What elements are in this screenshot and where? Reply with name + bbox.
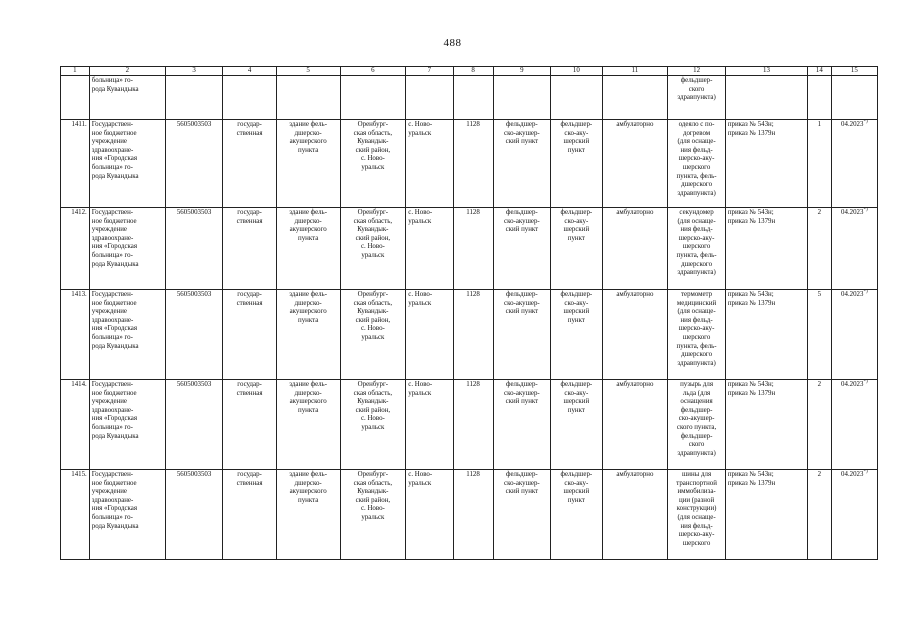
cell-unit: фельдшер- ско-аку- шерский пункт [551, 470, 602, 560]
column-number-row [61, 67, 878, 76]
cell-equipment: одеяло с по- догревом (для оснаще- ния фельд- шерско-аку- шерского пункта, фель- дшерского здравпункта) [668, 120, 726, 208]
cell-care-form: амбулаторно [602, 380, 668, 470]
cell-equipment: пузырь для льда (для оснащения фельдшер- ско-акушер- ского пункта, фельдшер- ского здравпункта) [668, 380, 726, 470]
cell-orders: приказ № 543н; приказ № 1379н [725, 380, 807, 470]
cell-ownership: государ- ственная [223, 380, 276, 470]
cell-care-form: амбулаторно [602, 208, 668, 290]
cell-address: Оренбург- ская область, Кувандык- ский район, с. Ново- уральск [340, 120, 406, 208]
cell-organization: Государствен- ное бюджетное учреждение здравоохране- ния «Городская больница» го- рода Кувандыка [89, 208, 165, 290]
column-header: 7 [406, 67, 453, 76]
column-header: 14 [808, 67, 832, 76]
cell-care-form: амбулаторно [602, 120, 668, 208]
cell-orders: приказ № 543н; приказ № 1379н [725, 290, 807, 380]
cell-unit: фельдшер- ско-аку- шерский пункт [551, 208, 602, 290]
column-header: 3 [165, 67, 223, 76]
cell-inn: 5605003503 [165, 120, 223, 208]
cell-code: 1128 [453, 208, 493, 290]
cell-address: Оренбург- ская область, Кувандык- ский район, с. Ново- уральск [340, 470, 406, 560]
cell-building: здание фель- дшерско- акушерского пункта [276, 470, 340, 560]
cell-equipment: термометр медицинский (для оснаще- ния фельд- шерско-аку- шерского пункта, фель- дшерского здравпункта) [668, 290, 726, 380]
table-row [61, 290, 878, 380]
cell-building: здание фель- дшерско- акушерского пункта [276, 120, 340, 208]
cell-ownership: государ- ственная [223, 208, 276, 290]
cell-address: Оренбург- ская область, Кувандык- ский район, с. Ново- уральск [340, 290, 406, 380]
column-header: 13 [725, 67, 807, 76]
cell-address: Оренбург- ская область, Кувандык- ский район, с. Ново- уральск [340, 380, 406, 470]
table-row [61, 120, 878, 208]
cell-unit: фельдшер- ско-аку- шерский пункт [551, 380, 602, 470]
cell-orders: приказ № 543н; приказ № 1379н [725, 208, 807, 290]
cell-inn: 5605003503 [165, 380, 223, 470]
cell-orders: приказ № 543н; приказ № 1379н [725, 120, 807, 208]
cell-date [831, 208, 877, 290]
cell-row-number: 1411. [61, 120, 90, 208]
cell-date [831, 120, 877, 208]
date-value: 04.2023 [841, 471, 864, 478]
cell-quantity: 1 [808, 120, 832, 208]
cell-locality: с. Ново- уральск [406, 380, 453, 470]
cell-equipment-continued: фельдшер- ского здравпункта) [668, 76, 726, 120]
cell-row-number: 1414. [61, 380, 90, 470]
cell-quantity: 5 [808, 290, 832, 380]
cell-org-continued: больница» го- рода Кувандыка [89, 76, 165, 120]
cell-date [831, 380, 877, 470]
cell-unit: фельдшер- ско-аку- шерский пункт [551, 120, 602, 208]
column-header: 10 [551, 67, 602, 76]
cell-equipment: шины для транспортной иммобилиза- ции (разной конструкции) (для оснаще- ния фельд- шерско-аку- шерского [668, 470, 726, 560]
continued-row [61, 76, 878, 120]
cell-unit-type: фельдшер- ско-акушер- ский пункт [493, 380, 551, 470]
column-header: 8 [453, 67, 493, 76]
cell-organization: Государствен- ное бюджетное учреждение здравоохране- ния «Городская больница» го- рода Кувандыка [89, 380, 165, 470]
cell-quantity: 2 [808, 470, 832, 560]
date-value: 04.2023 [841, 381, 864, 388]
cell-building: здание фель- дшерско- акушерского пункта [276, 290, 340, 380]
cell-date [831, 290, 877, 380]
table-row [61, 380, 878, 470]
cell-locality: с. Ново- уральск [406, 208, 453, 290]
cell-equipment: секундомер (для оснаще- ния фельд- шерско-аку- шерского пункта, фель- дшерского здравпункта) [668, 208, 726, 290]
footnote-mark: *) [863, 119, 868, 125]
cell-row-number: 1415. [61, 470, 90, 560]
footnote-mark: *) [863, 379, 868, 385]
date-value: 04.2023 [841, 121, 864, 128]
cell-code: 1128 [453, 470, 493, 560]
column-header: 4 [223, 67, 276, 76]
cell-building: здание фель- дшерско- акушерского пункта [276, 208, 340, 290]
cell-locality: с. Ново- уральск [406, 470, 453, 560]
cell-ownership: государ- ственная [223, 470, 276, 560]
cell-building: здание фель- дшерско- акушерского пункта [276, 380, 340, 470]
cell-row-number: 1412. [61, 208, 90, 290]
cell-row-number: 1413. [61, 290, 90, 380]
column-header: 11 [602, 67, 668, 76]
column-header: 12 [668, 67, 726, 76]
cell-inn: 5605003503 [165, 208, 223, 290]
cell-ownership: государ- ственная [223, 120, 276, 208]
cell-quantity: 2 [808, 380, 832, 470]
cell-code: 1128 [453, 380, 493, 470]
table-row [61, 470, 878, 560]
table-row [61, 208, 878, 290]
cell-unit: фельдшер- ско-аку- шерский пункт [551, 290, 602, 380]
column-header: 6 [340, 67, 406, 76]
column-header: 1 [61, 67, 90, 76]
column-header: 9 [493, 67, 551, 76]
cell-unit-type: фельдшер- ско-акушер- ский пункт [493, 208, 551, 290]
cell-code: 1128 [453, 290, 493, 380]
cell-inn: 5605003503 [165, 470, 223, 560]
date-value: 04.2023 [841, 291, 864, 298]
page-number: 488 [443, 37, 462, 49]
footnote-mark: *) [863, 469, 868, 475]
date-value: 04.2023 [841, 209, 864, 216]
footnote-mark: *) [863, 289, 868, 295]
cell-unit-type: фельдшер- ско-акушер- ский пункт [493, 120, 551, 208]
footnote-mark: *) [863, 207, 868, 213]
cell-inn: 5605003503 [165, 290, 223, 380]
cell-organization: Государствен- ное бюджетное учреждение здравоохране- ния «Городская больница» го- рода Кувандыка [89, 120, 165, 208]
cell-ownership: государ- ственная [223, 290, 276, 380]
register-table [60, 66, 878, 560]
column-header: 2 [89, 67, 165, 76]
cell-care-form: амбулаторно [602, 470, 668, 560]
cell-unit-type: фельдшер- ско-акушер- ский пункт [493, 290, 551, 380]
cell-address: Оренбург- ская область, Кувандык- ский район, с. Ново- уральск [340, 208, 406, 290]
cell-orders: приказ № 543н; приказ № 1379н [725, 470, 807, 560]
cell-quantity: 2 [808, 208, 832, 290]
column-header: 5 [276, 67, 340, 76]
column-header: 15 [831, 67, 877, 76]
cell-organization: Государствен- ное бюджетное учреждение здравоохране- ния «Городская больница» го- рода Кувандыка [89, 290, 165, 380]
cell-care-form: амбулаторно [602, 290, 668, 380]
cell-unit-type: фельдшер- ско-акушер- ский пункт [493, 470, 551, 560]
cell-code: 1128 [453, 120, 493, 208]
cell-locality: с. Ново- уральск [406, 120, 453, 208]
cell-organization: Государствен- ное бюджетное учреждение здравоохране- ния «Городская больница» го- рода Кувандыка [89, 470, 165, 560]
cell-date [831, 470, 877, 560]
cell-locality: с. Ново- уральск [406, 290, 453, 380]
